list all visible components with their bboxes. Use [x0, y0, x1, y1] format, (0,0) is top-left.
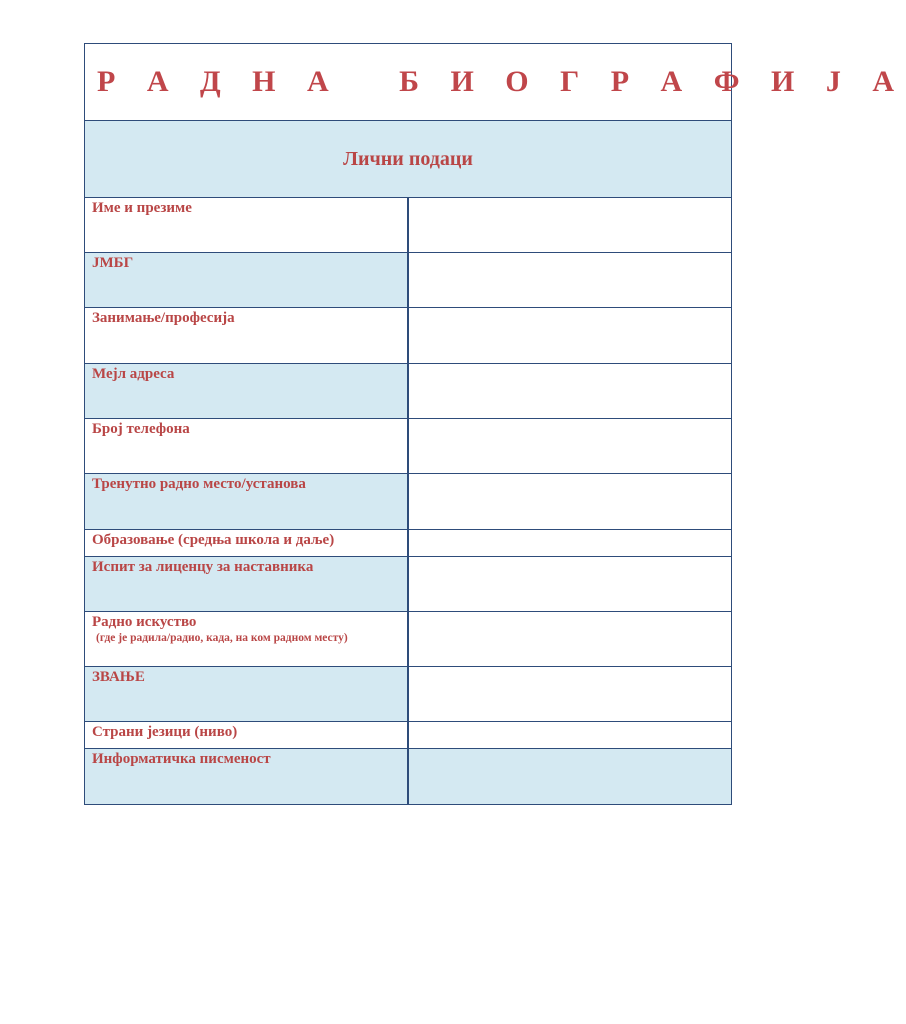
form-row-name — [85, 198, 732, 253]
biography-form — [84, 43, 906, 805]
field-label-cell — [85, 308, 409, 364]
field-label-cell — [85, 557, 409, 612]
field-label-languages: Страни језици (ниво) — [92, 724, 238, 740]
field-label-workplace: Тренутно радно место/установа — [92, 476, 306, 492]
section-header — [85, 121, 732, 198]
field-value-license[interactable] — [408, 557, 732, 612]
field-value-computer-literacy[interactable] — [408, 749, 732, 805]
field-label-email: Мејл адреса — [92, 366, 175, 382]
field-value-languages[interactable] — [408, 722, 732, 749]
field-label-cell — [85, 364, 409, 419]
field-label-jmbg: ЈМБГ — [92, 255, 134, 271]
form-row-jmbg — [85, 253, 732, 308]
field-label-cell — [85, 419, 409, 474]
field-label-name: Име и презиме — [92, 200, 192, 216]
form-row-email — [85, 364, 732, 419]
form-row-license — [85, 557, 732, 612]
field-label-occupation: Занимање/професија — [92, 310, 235, 326]
field-label-cell — [85, 612, 409, 667]
field-value-jmbg[interactable] — [408, 253, 732, 308]
field-label-cell — [85, 253, 409, 308]
field-label-cell — [85, 530, 409, 557]
field-label-cell — [85, 198, 409, 253]
field-value-experience[interactable] — [408, 612, 732, 667]
field-value-phone[interactable] — [408, 419, 732, 474]
field-label-cell — [85, 667, 409, 722]
field-value-workplace[interactable] — [408, 474, 732, 530]
field-label-cell — [85, 474, 409, 530]
form-row-education — [85, 530, 732, 557]
field-value-occupation[interactable] — [408, 308, 732, 364]
field-label-rank: ЗВАЊЕ — [92, 669, 145, 685]
field-value-rank[interactable] — [408, 667, 732, 722]
section-title: Лични подаци — [343, 147, 473, 170]
field-value-education[interactable] — [408, 530, 732, 557]
field-label-computer-literacy: Информатичка писменост — [92, 751, 271, 767]
form-row-computer-literacy — [85, 749, 732, 805]
field-label-license: Испит за лиценцу за наставника — [92, 559, 314, 575]
form-row-experience — [85, 612, 732, 667]
field-label-cell — [85, 749, 409, 805]
form-row-occupation — [85, 308, 732, 364]
form-row-workplace — [85, 474, 732, 530]
form-row-languages — [85, 722, 732, 749]
field-label-phone: Број телефона — [92, 421, 190, 437]
document-title: Р А Д Н А Б И О Г Р А Ф И Ј А — [97, 65, 906, 98]
title-cell — [85, 44, 906, 121]
field-sublabel-experience: (где је радила/радио, када, на ком радном месту) — [96, 632, 348, 644]
field-value-email[interactable] — [408, 364, 732, 419]
form-row-rank — [85, 667, 732, 722]
field-label-experience: Радно искуство — [92, 614, 197, 630]
field-label-education: Образовање (средња школа и даље) — [92, 532, 335, 548]
field-value-name[interactable] — [408, 198, 732, 253]
field-label-cell — [85, 722, 409, 749]
form-row-phone — [85, 419, 732, 474]
